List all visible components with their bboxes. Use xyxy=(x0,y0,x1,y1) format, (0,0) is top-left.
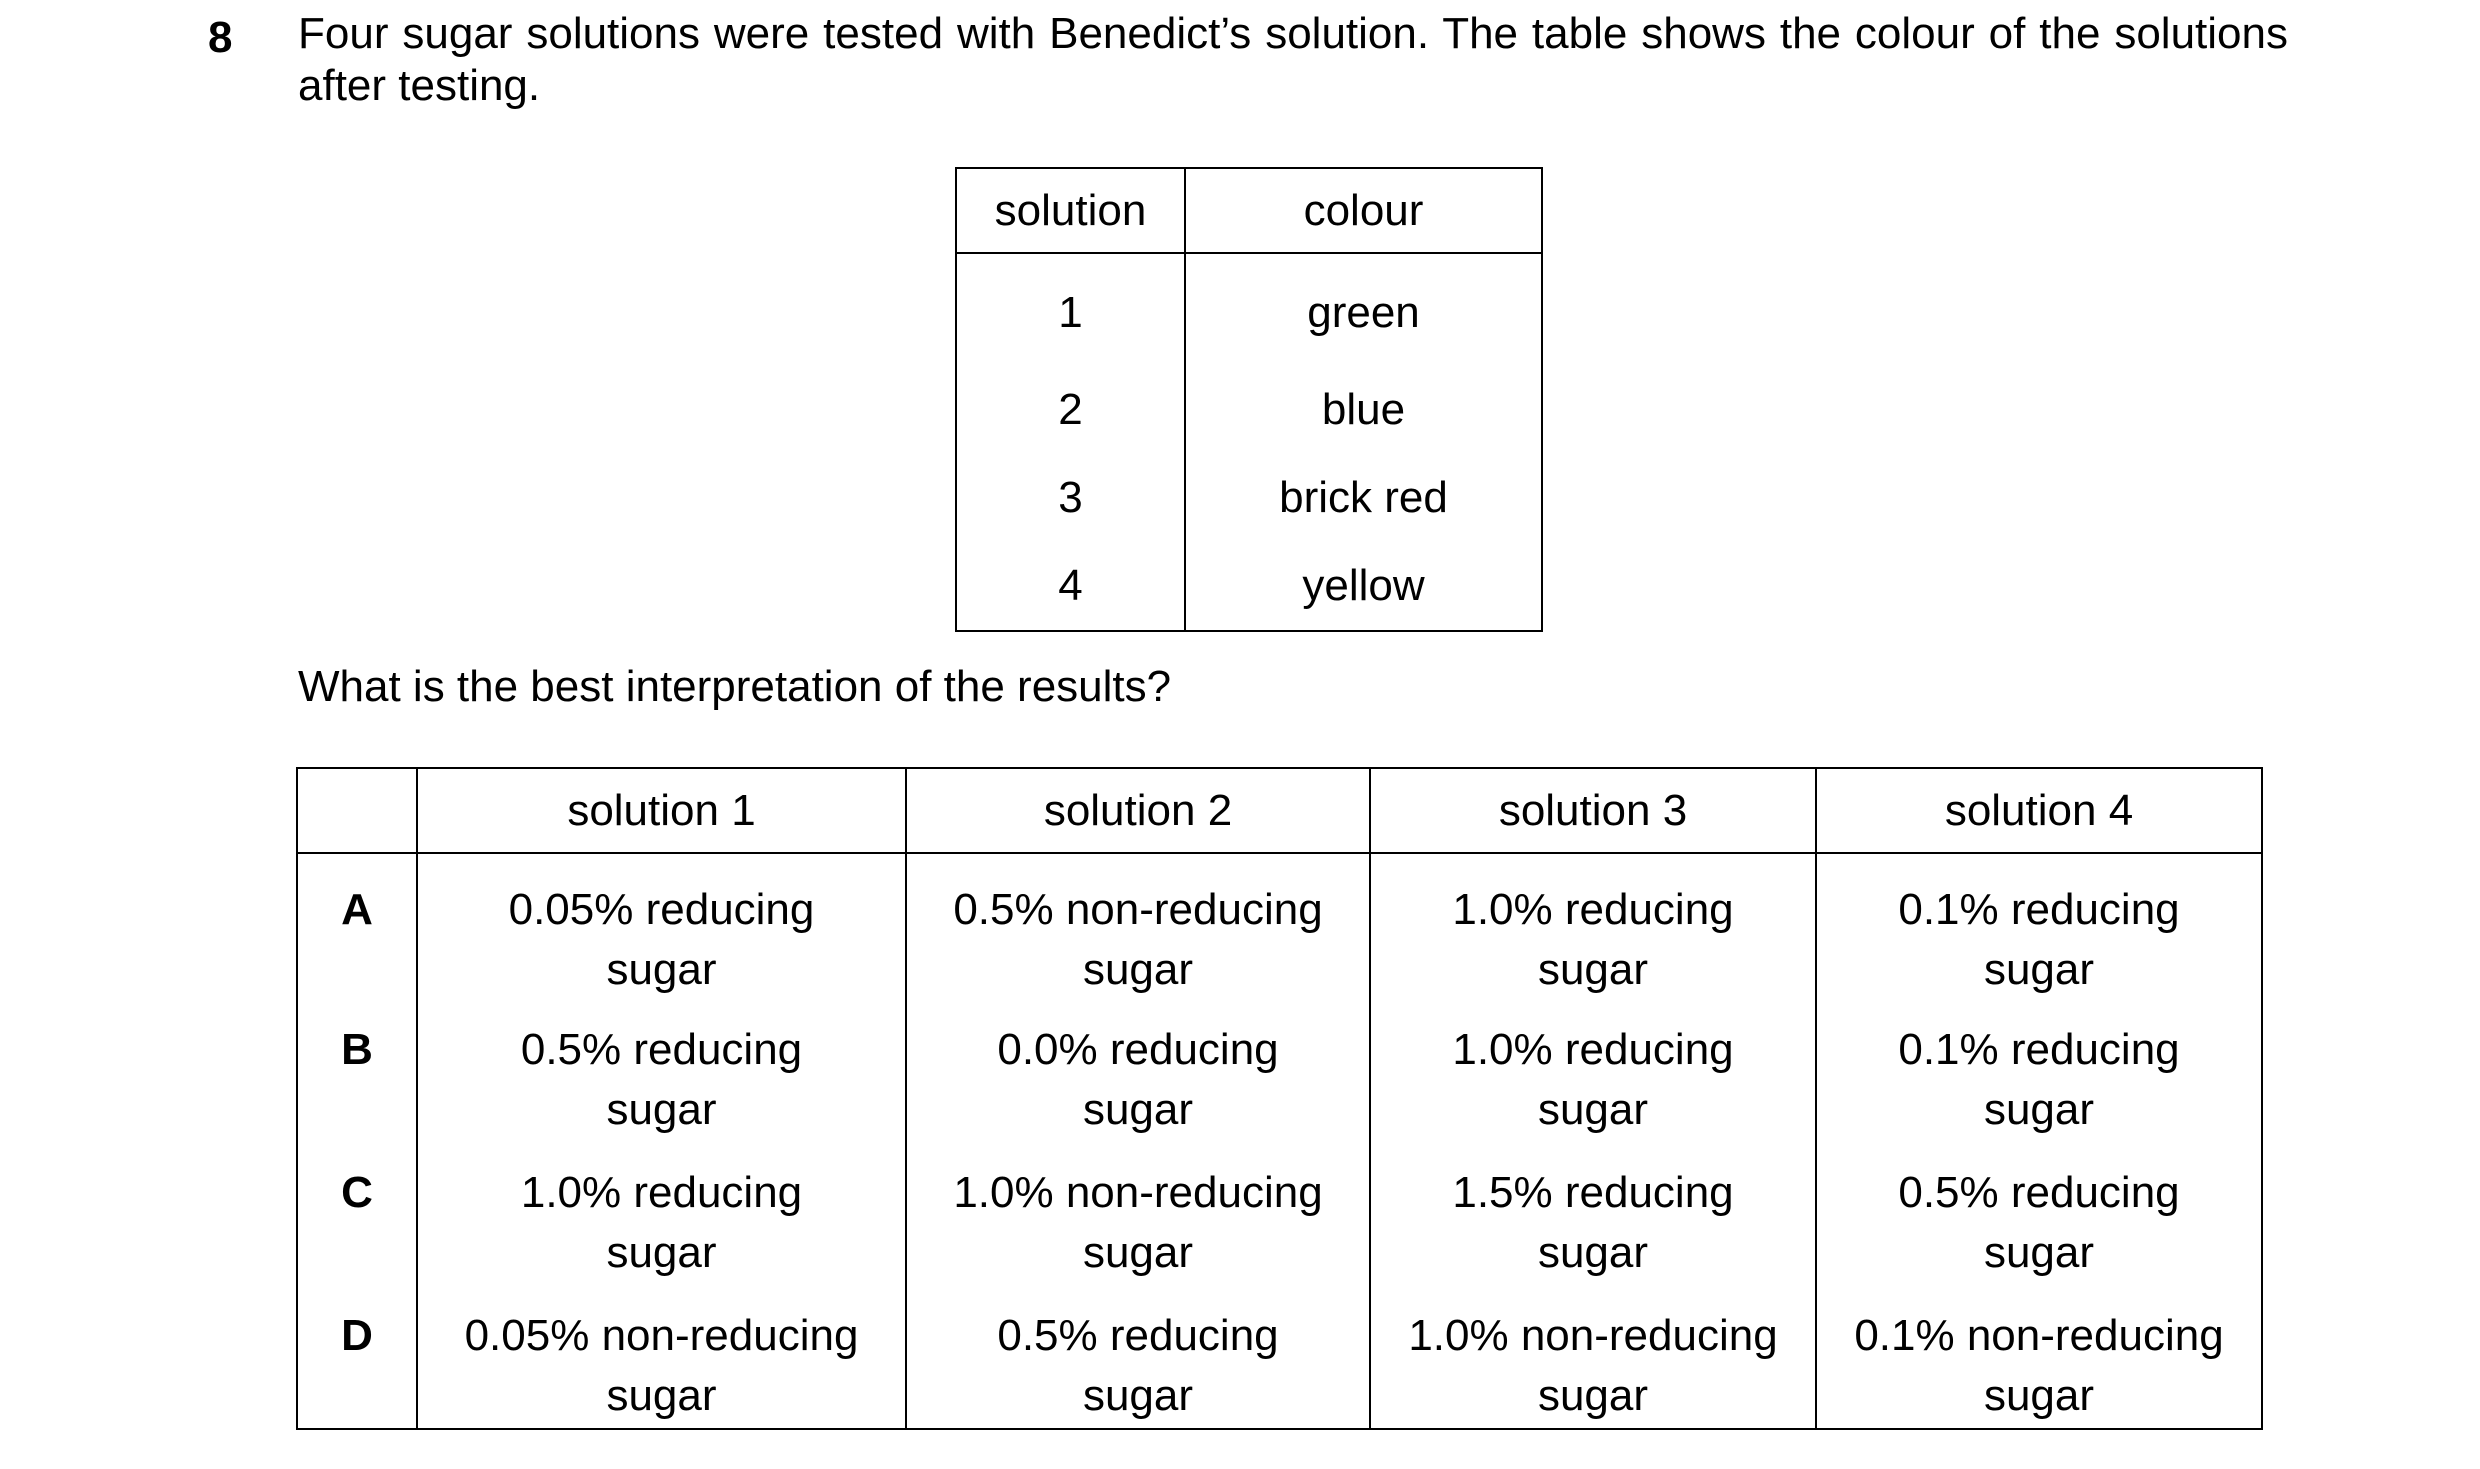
option-cell-line: sugar xyxy=(1983,1371,2095,1420)
option-cell-line: 0.5% reducing xyxy=(1898,1168,2180,1217)
option-cell xyxy=(417,1286,906,1429)
option-cell xyxy=(417,1143,906,1286)
question-number: 8 xyxy=(208,13,233,62)
option-cell-line: sugar xyxy=(1983,1085,2095,1134)
options-header-solution-1: solution 1 xyxy=(417,768,906,853)
option-cell-line: sugar xyxy=(606,945,717,994)
options-table-header-row xyxy=(297,768,2262,853)
option-cell-line: sugar xyxy=(1537,1371,1649,1420)
option-cell-line: 1.0% non-reducing xyxy=(953,1168,1323,1217)
option-cell-line: sugar xyxy=(1983,1228,2095,1277)
option-cell-line: sugar xyxy=(1082,1228,1194,1277)
option-cell-line: 0.1% reducing xyxy=(1898,1025,2180,1074)
option-cell-line: 1.0% reducing xyxy=(1452,1025,1734,1074)
option-key[interactable]: A xyxy=(341,885,373,934)
results-solution-cell: 4 xyxy=(956,542,1185,631)
option-cell xyxy=(1816,1286,2262,1429)
option-cell-line: 1.0% non-reducing xyxy=(1408,1311,1778,1360)
option-cell-line: 0.05% reducing xyxy=(508,885,815,934)
option-cell xyxy=(1816,1143,2262,1286)
option-cell xyxy=(1370,1000,1816,1143)
results-table xyxy=(955,167,1543,632)
option-cell-line: 0.0% reducing xyxy=(997,1025,1279,1074)
option-cell-line: sugar xyxy=(1082,1085,1194,1134)
option-cell xyxy=(906,1143,1370,1286)
results-table-row xyxy=(956,366,1542,454)
option-cell xyxy=(1816,1000,2262,1143)
results-header-colour: colour xyxy=(1185,168,1542,253)
option-cell-line: 0.05% non-reducing xyxy=(464,1311,859,1360)
option-key[interactable]: B xyxy=(341,1025,373,1074)
option-key[interactable]: D xyxy=(341,1311,373,1360)
option-cell-line: 0.1% reducing xyxy=(1898,885,2180,934)
option-row-b[interactable] xyxy=(297,1000,2262,1143)
results-table-row xyxy=(956,253,1542,366)
option-cell xyxy=(1370,853,1816,1000)
option-row-d[interactable] xyxy=(297,1286,2262,1429)
question-prompt: What is the best interpretation of the results? xyxy=(298,662,1172,711)
option-cell-line: 1.0% reducing xyxy=(520,1168,803,1217)
option-row-c[interactable] xyxy=(297,1143,2262,1286)
option-cell xyxy=(417,853,906,1000)
options-header-solution-3: solution 3 xyxy=(1370,768,1816,853)
results-colour-cell: yellow xyxy=(1302,561,1425,610)
results-solution-cell: 1 xyxy=(956,253,1185,366)
option-cell-line: sugar xyxy=(1537,1085,1649,1134)
option-cell-line: sugar xyxy=(1537,1228,1649,1277)
option-cell xyxy=(906,853,1370,1000)
option-cell xyxy=(1816,853,2262,1000)
option-cell-line: 0.5% reducing xyxy=(997,1311,1279,1360)
option-cell-line: sugar xyxy=(1082,945,1194,994)
option-cell-line: 1.0% reducing xyxy=(1452,885,1734,934)
option-row-a[interactable] xyxy=(297,853,2262,1000)
option-cell-line: sugar xyxy=(1537,945,1649,994)
options-header-key xyxy=(297,768,417,853)
results-table-row xyxy=(956,542,1542,631)
option-cell-line: 0.5% reducing xyxy=(520,1025,803,1074)
option-cell xyxy=(906,1000,1370,1143)
results-colour-cell: green xyxy=(1307,288,1420,337)
results-table-row xyxy=(956,454,1542,542)
option-cell-line: 1.5% reducing xyxy=(1452,1168,1734,1217)
question-stem: Four sugar solutions were tested with Benedict’s solution. The table shows the colour of the solutions after testing. xyxy=(298,9,2288,110)
option-cell xyxy=(1370,1143,1816,1286)
option-cell-line: 0.1% non-reducing xyxy=(1854,1311,2224,1360)
option-cell xyxy=(906,1286,1370,1429)
options-table xyxy=(296,767,2263,1430)
results-colour-cell: brick red xyxy=(1279,473,1448,522)
results-colour-cell: blue xyxy=(1321,385,1406,434)
options-header-solution-2: solution 2 xyxy=(906,768,1370,853)
results-table-header-row xyxy=(956,168,1542,253)
option-key[interactable]: C xyxy=(341,1168,373,1217)
option-cell-line: 0.5% non-reducing xyxy=(953,885,1323,934)
option-cell-line: sugar xyxy=(606,1085,717,1134)
option-cell-line: sugar xyxy=(1983,945,2095,994)
option-cell xyxy=(417,1000,906,1143)
option-cell-line: sugar xyxy=(606,1228,717,1277)
results-header-solution: solution xyxy=(956,168,1185,253)
results-solution-cell: 3 xyxy=(956,454,1185,542)
options-header-solution-4: solution 4 xyxy=(1816,768,2262,853)
option-cell-line: sugar xyxy=(606,1371,717,1420)
option-cell xyxy=(1370,1286,1816,1429)
option-cell-line: sugar xyxy=(1082,1371,1194,1420)
results-solution-cell: 2 xyxy=(956,366,1185,454)
